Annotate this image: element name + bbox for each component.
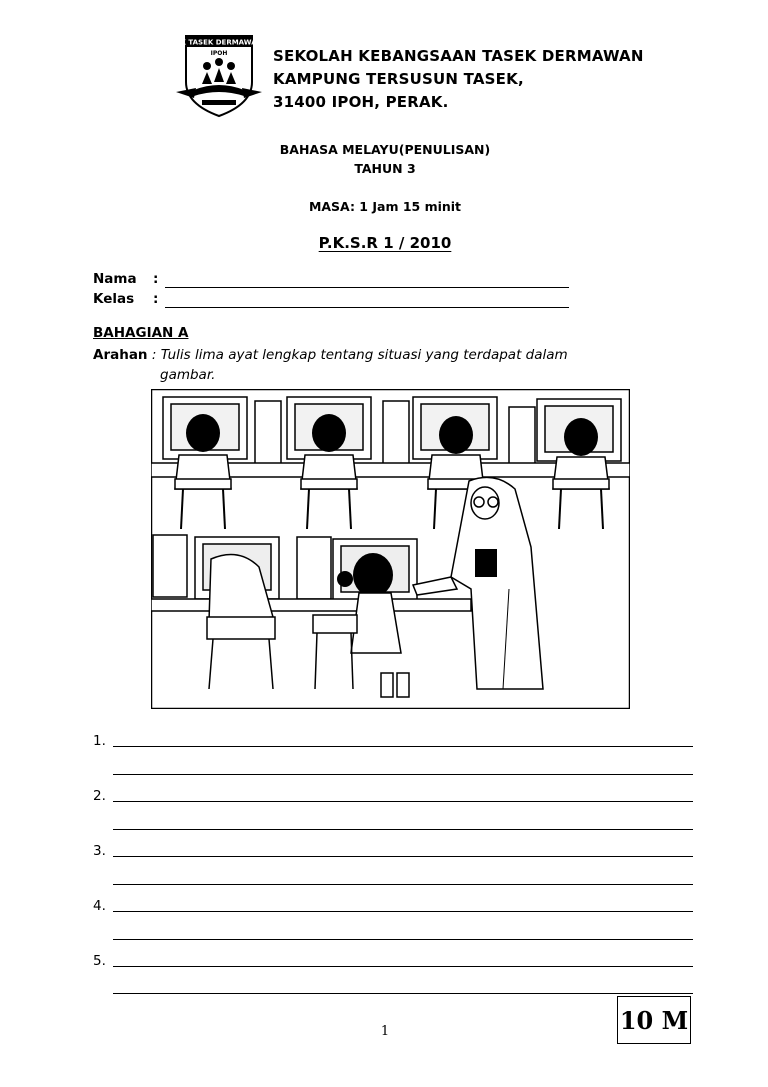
answer-line-4a[interactable]: [113, 911, 693, 912]
school-crest-icon: [174, 32, 264, 118]
answer-line-5a[interactable]: [113, 966, 693, 967]
answer-line-1b[interactable]: [113, 774, 693, 775]
class-label: Kelas: [93, 291, 135, 307]
time-allowed: MASA: 1 Jam 15 minit: [308, 199, 462, 214]
answer-number-2: 2.: [93, 788, 106, 804]
exam-code: P.K.S.R 1 / 2010: [318, 234, 452, 252]
section-title: BAHAGIAN A: [93, 325, 189, 341]
instruction-label: Arahan: [93, 347, 148, 363]
year-title: TAHUN 3: [354, 161, 416, 176]
answer-number-4: 4.: [93, 898, 106, 914]
answer-line-2b[interactable]: [113, 829, 693, 830]
answer-number-1: 1.: [93, 733, 106, 749]
logo-text: SK TASEK DERMAWAN: [175, 38, 263, 47]
marks-box: 10 M: [617, 996, 691, 1044]
answer-line-5b[interactable]: [113, 993, 693, 994]
school-address-2: 31400 IPOH, PERAK.: [273, 93, 449, 111]
answer-line-3b[interactable]: [113, 884, 693, 885]
page-number: 1: [380, 1024, 390, 1039]
computer-lab-illustration: [151, 389, 630, 709]
answer-number-3: 3.: [93, 843, 106, 859]
name-colon: :: [153, 271, 159, 287]
answer-line-1a[interactable]: [113, 746, 693, 747]
instruction: Arahan : Tulis lima ayat lengkap tentang situasi yang terdapat dalam gambar.: [93, 347, 568, 383]
answer-line-4b[interactable]: [113, 939, 693, 940]
name-field[interactable]: [165, 287, 569, 288]
answer-line-2a[interactable]: [113, 801, 693, 802]
class-colon: :: [153, 291, 159, 307]
name-label: Nama: [93, 271, 137, 287]
answer-line-3a[interactable]: [113, 856, 693, 857]
class-field[interactable]: [165, 307, 569, 308]
school-name: SEKOLAH KEBANGSAAN TASEK DERMAWAN: [273, 47, 644, 65]
instruction-text-2: gambar.: [160, 367, 216, 383]
instruction-text: Tulis lima ayat lengkap tentang situasi yang terdapat dalam: [160, 347, 568, 363]
logo-subtext: IPOH: [210, 50, 228, 57]
subject-title: BAHASA MELAYU(PENULISAN): [279, 142, 491, 157]
answer-number-5: 5.: [93, 953, 106, 969]
school-address-1: KAMPUNG TERSUSUN TASEK,: [273, 70, 524, 88]
